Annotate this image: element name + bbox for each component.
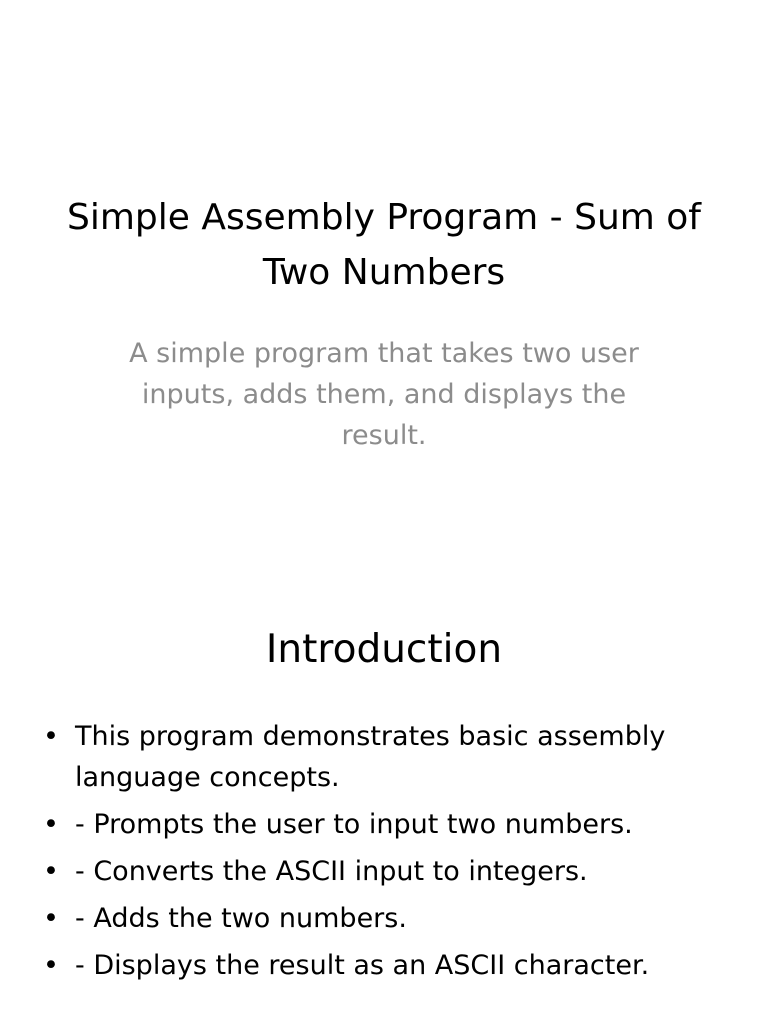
list-item [40,945,730,986]
section-title: Introduction [265,627,503,672]
list-item [40,851,730,892]
bullet-icon: • [43,856,59,887]
bullet-icon: • [43,903,59,934]
list-item [40,898,730,939]
slide-title: Simple Assembly Program - Sum of Two Numbers [67,197,701,293]
bullet-icon: • [43,809,59,840]
bullet-text: This program demonstrates basic assembly language concepts. [75,721,666,793]
list-item [40,716,730,798]
list-item [40,804,730,845]
bullet-text: - Converts the ASCII input to integers. [75,856,588,887]
bullet-text: - Prompts the user to input two numbers. [75,809,633,840]
bullet-list [40,716,730,992]
bullet-text: - Adds the two numbers. [75,903,407,934]
bullet-text: - Displays the result as an ASCII character. [75,950,650,981]
bullet-icon: • [43,950,59,981]
slide-subtitle: A simple program that takes two user inputs, adds them, and displays the result. [129,338,639,451]
bullet-icon: • [43,721,59,752]
